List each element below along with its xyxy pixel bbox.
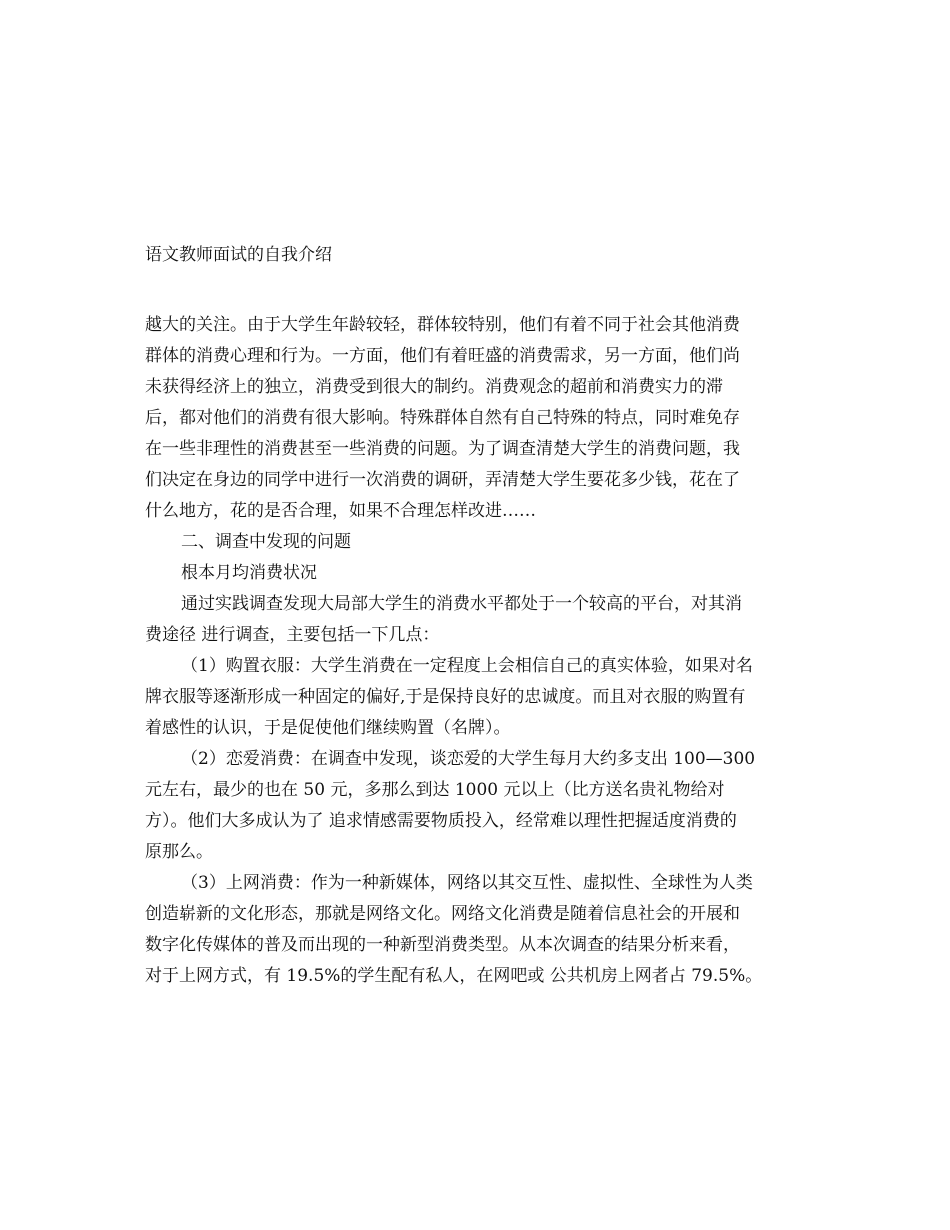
body-line: 通过实践调查发现大局部大学生的消费水平都处于一个较高的平台，对其消 [181,594,742,614]
list-item-clothing: （1）购置衣服：大学生消费在一定程度上会相信自己的真实体验，如果对名 [181,656,753,676]
body-line: 牌衣服等逐渐形成一种固定的偏好,于是保持良好的忠诚度。而且对衣服的购置有 [145,687,746,707]
body-line: 着感性的认识，于是促使他们继续购置（名牌）。 [145,718,511,738]
document-title: 语文教师面试的自我介绍 [145,245,332,265]
body-line: 原那么。 [145,842,213,862]
body-line: 元左右，最少的也在 50 元，多那么到达 1000 元以上（比方送名贵礼物给对 [145,780,725,800]
body-line: 数字化传媒体的普及而出现的一种新型消费类型。从本次调查的结果分析来看， [145,935,740,955]
body-line: 后，都对他们的消费有很大影响。特殊群体自然有自己特殊的特点，同时难免存 [145,408,740,428]
body-line: 们决定在身边的同学中进行一次消费的调研，弄清楚大学生要花多少钱，花在了 [145,470,740,490]
list-item-internet: （3）上网消费：作为一种新媒体，网络以其交互性、虚拟性、全球性为人类 [181,873,753,893]
list-item-dating: （2）恋爱消费：在调查中发现，谈恋爱的大学生每月大约多支出 100—300 [181,749,756,769]
body-line: 什么地方，花的是否合理，如果不合理怎样改进…… [145,501,536,521]
body-line: 方）。他们大多成认为了 追求情感需要物质投入，经常难以理性把握适度消费的 [145,811,737,831]
document-body [145,310,805,992]
body-line: 越大的关注。由于大学生年龄较轻，群体较特别，他们有着不同于社会其他消费 [145,315,740,335]
body-line: 群体的消费心理和行为。一方面，他们有着旺盛的消费需求，另一方面，他们尚 [145,346,740,366]
body-line: 创造崭新的文化形态，那就是网络文化。网络文化消费是随着信息社会的开展和 [145,904,740,924]
body-line: 费途径 进行调查，主要包括一下几点： [145,625,440,645]
subsection-heading: 根本月均消费状况 [181,563,317,583]
section-heading: 二、调查中发现的问题 [181,532,351,552]
body-line: 未获得经济上的独立，消费受到很大的制约。消费观念的超前和消费实力的滞 [145,377,723,397]
body-line: 在一些非理性的消费甚至一些消费的问题。为了调查清楚大学生的消费问题，我 [145,439,740,459]
body-line: 对于上网方式，有 19.5%的学生配有私人，在网吧或 公共机房上网者占 79.5%。 [145,966,763,986]
